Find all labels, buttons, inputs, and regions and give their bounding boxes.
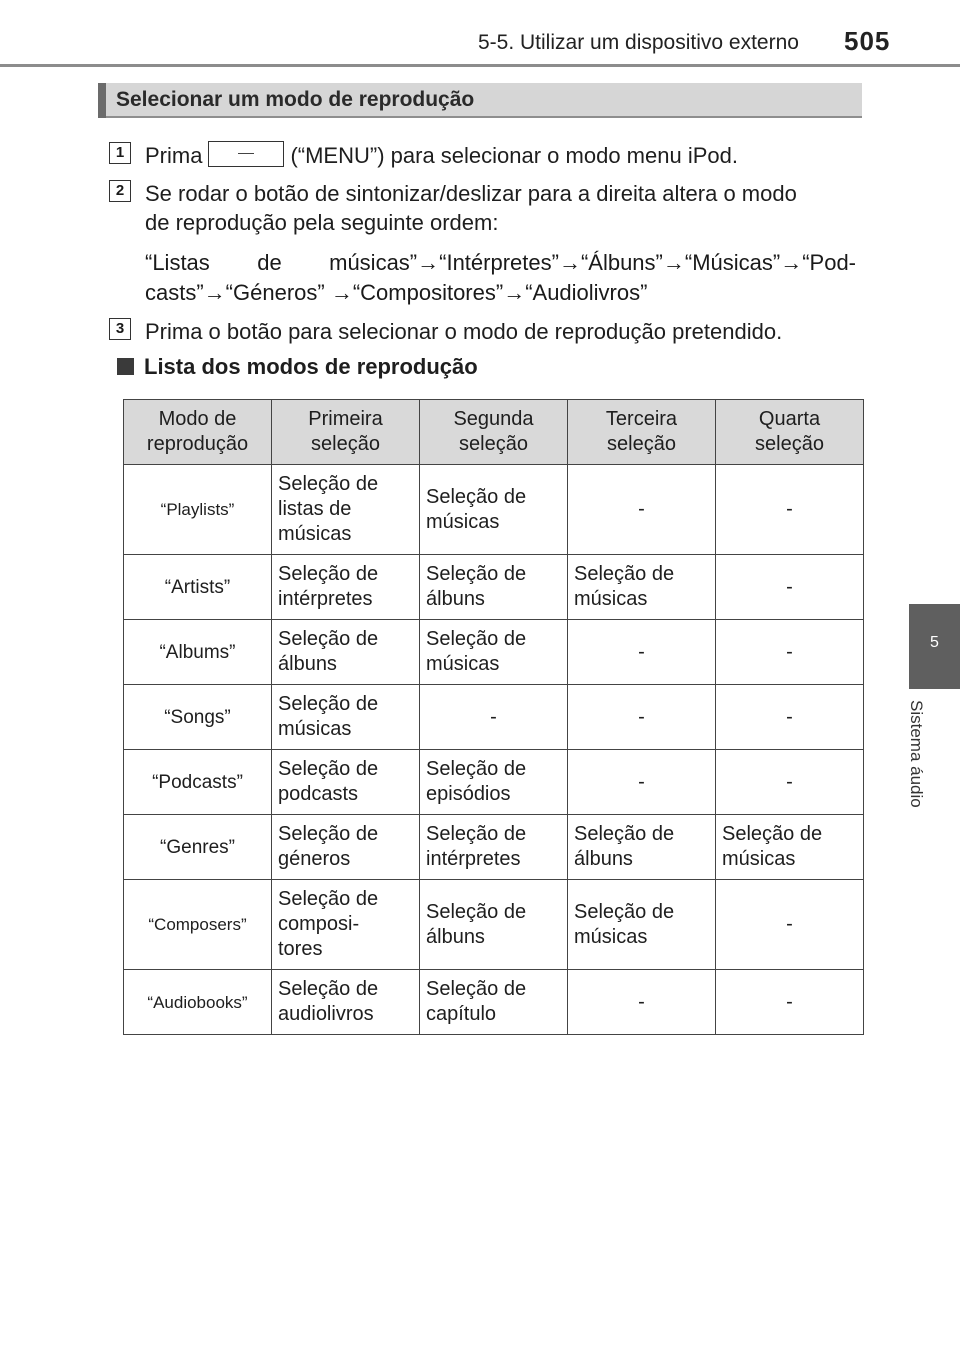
cell-text: Seleção de [426,978,527,1000]
selection-cell [568,750,716,815]
cell-text: - [786,990,793,1013]
cell-text: Seleção de [278,693,379,715]
cell-text: Seleção de [278,563,379,585]
cell-text: géneros [278,848,351,870]
header-text: Primeira [308,408,383,430]
header-text: seleção [607,433,676,455]
header-text: seleção [311,433,380,455]
header-text: Segunda [453,408,534,430]
cell-text: músicas [278,523,352,545]
table-row [124,465,864,555]
mode-cell: “Genres” [124,815,272,880]
cell-text: Seleção de [574,563,675,585]
selection-cell [568,685,716,750]
table-row [124,555,864,620]
chapter-label-container [906,700,946,840]
cell-text: Seleção de [426,823,527,845]
step-1-text-before: Prima [145,143,203,168]
mode-cell: “Albums” [124,620,272,685]
chapter-label: Sistema áudio [907,700,926,808]
selection-cell [568,815,716,880]
header-text: seleção [459,433,528,455]
cell-text: álbuns [574,848,633,870]
selection-cell [716,465,864,555]
selection-cell [420,620,568,685]
header-mode [124,400,272,465]
square-bullet-icon [117,358,134,375]
header-fourth [716,400,864,465]
selection-cell [420,465,568,555]
step-1-text [145,139,738,172]
selection-cell [716,685,864,750]
cell-text: capítulo [426,1003,497,1025]
selection-cell [272,465,420,555]
header-text: reprodução [146,433,249,455]
cell-text: Seleção de [278,888,379,910]
selection-cell [272,750,420,815]
step-2-order-line1: “Listas de músicas”→“Intérpretes”→“Álbuns”→“Músicas”→“Pod- [145,250,856,275]
step-2-line2: de reprodução pela seguinte ordem: [145,210,499,235]
header-text: seleção [755,433,824,455]
selection-cell [716,620,864,685]
header-text: Terceira [605,408,678,430]
subheading-text: Lista dos modos de reprodução [144,354,478,379]
mode-cell: “Artists” [124,555,272,620]
selection-cell [420,685,568,750]
cell-text: músicas [574,925,648,948]
cell-text: - [786,640,793,663]
selection-cell [716,970,864,1035]
cell-text: episódios [426,783,511,805]
cell-text: Seleção de [426,758,527,780]
selection-cell [568,620,716,685]
cell-text: Seleção de [426,485,527,508]
subheading [117,354,478,380]
selection-cell [716,815,864,880]
cell-text: Seleção de [278,978,379,1000]
table-body [124,465,864,1035]
cell-text: Seleção de [426,628,527,650]
cell-text: audiolivros [278,1003,374,1025]
header-text: Quarta [758,408,821,430]
cell-text: tores [278,938,323,960]
header-divider [0,64,960,67]
cell-text: - [638,990,645,1013]
step-3-text: Prima o botão para selecionar o modo de reprodução pretendido. [145,319,783,344]
step-number-1: 1 [109,142,131,164]
selection-cell [716,555,864,620]
cell-text: podcasts [278,783,359,805]
cell-text: Seleção de [278,628,379,650]
selection-cell [420,970,568,1035]
cell-text: - [490,705,497,728]
cell-text: Seleção de [278,758,379,780]
cell-text: - [786,575,793,598]
chapter-tab [909,604,960,689]
cell-text: músicas [426,653,500,675]
cell-text: Seleção de [426,900,527,923]
cell-text: - [786,705,793,728]
cell-text: composi- [278,913,360,935]
table-header-row [124,400,864,465]
header-text: Modo de [158,408,237,430]
cell-text: álbuns [426,588,485,610]
cell-text: - [638,770,645,793]
selection-cell [420,815,568,880]
header-section-title: 5-5. Utilizar um dispositivo externo [478,31,799,54]
selection-cell [420,750,568,815]
selection-cell [420,555,568,620]
mode-cell: “Songs” [124,685,272,750]
table-row [124,620,864,685]
cell-text: músicas [278,718,352,740]
cell-text: - [786,498,793,520]
selection-cell [272,685,420,750]
mode-cell: “Composers” [124,880,272,970]
selection-cell [716,880,864,970]
selection-cell [272,620,420,685]
mode-cell: “Podcasts” [124,750,272,815]
cell-text: músicas [722,848,796,870]
section-heading-bar [98,83,862,118]
selection-cell [272,555,420,620]
cell-text: listas de [278,498,352,520]
cell-text: Seleção de [722,823,823,845]
step-number-2: 2 [109,180,131,202]
cell-text: - [786,770,793,793]
header-third [568,400,716,465]
cell-text: - [786,913,793,935]
step-2-line1: Se rodar o botão de sintonizar/deslizar para a direita altera o modo [145,181,797,206]
selection-cell [420,880,568,970]
cell-text: álbuns [278,653,337,675]
cell-text: Seleção de [574,900,675,923]
step-1-text-after: (“MENU”) para selecionar o modo menu iPod. [290,143,738,168]
step-2-order-line2: casts”→“Géneros” →“Compositores”→“Audiolivros” [145,280,648,305]
play-modes-table [123,399,864,1035]
selection-cell [716,750,864,815]
cell-text: intérpretes [426,848,521,870]
cell-text: álbuns [426,925,485,948]
menu-button-icon [208,141,284,167]
table-row [124,750,864,815]
cell-text: intérpretes [278,588,373,610]
selection-cell [272,970,420,1035]
cell-text: - [638,498,645,520]
selection-cell [568,555,716,620]
cell-text: Seleção de [574,823,675,845]
header-second [420,400,568,465]
cell-text: músicas [574,588,648,610]
table-row [124,880,864,970]
mode-cell: “Playlists” [124,465,272,555]
cell-text: - [638,705,645,728]
selection-cell [272,880,420,970]
table-row [124,815,864,880]
cell-text: Seleção de [278,823,379,845]
selection-cell [568,465,716,555]
cell-text: Seleção de [278,473,379,495]
table-row [124,685,864,750]
cell-text: músicas [426,510,500,533]
cell-text: - [638,640,645,663]
chapter-number: 5 [930,634,939,651]
cell-text: Seleção de [426,563,527,585]
selection-cell [568,970,716,1035]
header-first [272,400,420,465]
section-title: Selecionar um modo de reprodução [116,88,475,111]
page-number: 505 [844,26,891,56]
mode-cell: “Audiobooks” [124,970,272,1035]
table-row [124,970,864,1035]
selection-cell [568,880,716,970]
selection-cell [272,815,420,880]
step-number-3: 3 [109,318,131,340]
